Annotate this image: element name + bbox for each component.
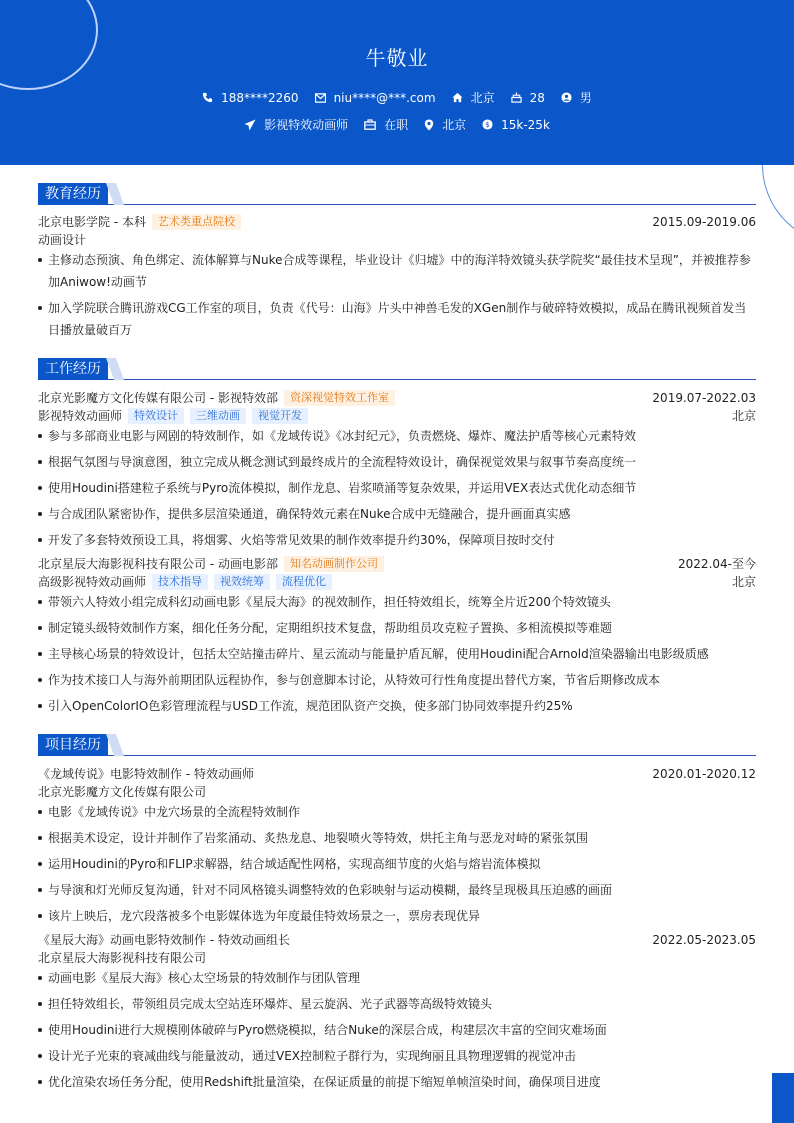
job-date: 2022.04-至今 (678, 557, 756, 571)
project-section-header (38, 734, 756, 756)
list-item: 带领六人特效小组完成科幻动画电影《星辰大海》的视效制作，担任特效组长，统筹全片近200个特效镜头 (38, 591, 756, 613)
project-date: 2022.05-2023.05 (652, 933, 756, 947)
user-icon (561, 92, 572, 103)
list-item: 电影《龙域传说》中龙穴场景的全流程特效制作 (38, 801, 756, 823)
job-role-line (38, 407, 756, 425)
list-item: 设计光子光束的衰减曲线与能量波动，通过VEX控制粒子群行为，实现绚丽且具物理逻辑的视觉冲击 (38, 1045, 756, 1067)
target-city-text: 北京 (442, 118, 467, 132)
list-item: 开发了多套特效预设工具，将烟雾、火焰等常见效果的制作效率提升约30%，保障项目按时交付 (38, 529, 756, 551)
job-location: 北京 (731, 575, 756, 589)
money-icon (482, 119, 493, 130)
list-item: 作为技术接口人与海外前期团队远程协作，参与创意脚本讨论，从特效可行性角度提出替代方案，节省后期修改成本 (38, 669, 756, 691)
skill-tag: 技术指导 (152, 574, 208, 590)
company-name: 北京光影魔方文化传媒有限公司 - 影视特效部 (38, 391, 278, 405)
list-item: 主修动态预演、角色绑定、流体解算与Nuke合成等课程，毕业设计《归墟》中的海洋特效镜头获学院奖“最佳技术呈现”，并被推荐参加Aniwow!动画节 (38, 249, 756, 293)
mail-icon (315, 93, 326, 103)
list-item: 使用Houdini进行大规模刚体破碎与Pyro燃烧模拟，结合Nuke的深层合成，构建层次丰富的空间灾难场面 (38, 1019, 756, 1041)
salary-item (482, 118, 550, 132)
education-school-line (38, 213, 756, 231)
email-item (315, 91, 436, 105)
list-item: 该片上映后，龙穴段落被多个电影媒体选为年度最佳特效场景之一，票房表现优异 (38, 905, 756, 927)
svg-text:$: $ (485, 119, 490, 129)
job-location: 北京 (731, 409, 756, 423)
target-city-item (424, 116, 466, 133)
briefcase-icon (364, 119, 376, 130)
age-item (511, 91, 545, 105)
section-title: 项目经历 (38, 734, 108, 756)
job-role: 影视特效动画师 (38, 409, 123, 423)
list-item: 加入学院联合腾讯游戏CG工作室的项目，负责《代号：山海》片头中神兽毛发的XGen制作与破碎特效模拟，成品在腾讯视频首发当日播放量破百万 (38, 297, 756, 341)
skill-tag: 流程优化 (276, 574, 332, 590)
company-name: 北京星辰大海影视科技有限公司 - 动画电影部 (38, 557, 278, 571)
section-title: 工作经历 (38, 358, 108, 380)
status-item (364, 116, 408, 133)
list-item: 根据气氛图与导演意图，独立完成从概念测试到最终成片的全流程特效设计，确保视觉效果与叙事节奏高度统一 (38, 451, 756, 473)
section-title-decoration (106, 358, 124, 380)
section-title-decoration (106, 183, 124, 205)
job-role-line (38, 573, 756, 591)
cake-icon (511, 92, 522, 103)
city-item (452, 89, 495, 106)
list-item: 与导演和灯光师反复沟通，针对不同风格镜头调整特效的色彩映射与运动模糊，最终呈现极具压迫感的画面 (38, 879, 756, 901)
candidate-name: 牛敬业 (365, 46, 429, 70)
skill-tag: 特效设计 (128, 408, 184, 424)
home-icon (452, 92, 463, 103)
project-org: 北京光影魔方文化传媒有限公司 (38, 785, 207, 799)
company-badge: 知名动画制作公司 (284, 556, 384, 572)
company-badge: 资深视觉特效工作室 (284, 390, 395, 406)
job-date: 2019.07-2022.03 (652, 391, 756, 405)
job-intent-row (0, 116, 794, 133)
gender-text: 男 (579, 91, 592, 105)
list-item: 运用Houdini的Pyro和FLIP求解器，结合域适配性网格，实现高细节度的火焰与熔岩流体模拟 (38, 853, 756, 875)
gender-item (561, 89, 592, 106)
list-item: 根据美术设定，设计并制作了岩浆涌动、炙热龙息、地裂喷火等特效，烘托主角与恶龙对峙的紧张氛围 (38, 827, 756, 849)
contact-row (0, 89, 794, 106)
project-name: 《龙域传说》电影特效制作 - 特效动画师 (38, 767, 254, 781)
location-icon (424, 119, 434, 131)
decorative-arc (762, 165, 794, 245)
education-major: 动画设计 (38, 233, 87, 247)
list-item: 制定镜头级特效制作方案，细化任务分配，定期组织技术复盘，帮助组员攻克粒子置换、多相流模拟等难题 (38, 617, 756, 639)
school-name: 北京电影学院 - 本科 (38, 215, 146, 229)
list-item: 使用Houdini搭建粒子系统与Pyro流体模拟，制作龙息、岩浆喷涌等复杂效果，并运用VEX表达式优化动态细节 (38, 477, 756, 499)
job-title-item (244, 116, 348, 133)
list-item: 参与多部商业电影与网剧的特效制作，如《龙域传说》《冰封纪元》，负责燃烧、爆炸、魔法护盾等核心元素特效 (38, 425, 756, 447)
skill-tag: 视效统筹 (214, 574, 270, 590)
education-date: 2015.09-2019.06 (652, 215, 756, 229)
project-date: 2020.01-2020.12 (652, 767, 756, 781)
salary-text: 15k-25k (501, 117, 550, 132)
job-role: 高级影视特效动画师 (38, 575, 147, 589)
list-item: 与合成团队紧密协作，提供多层渲染通道，确保特效元素在Nuke合成中无缝融合，提升画面真实感 (38, 503, 756, 525)
work-section-header (38, 358, 756, 380)
list-item: 担任特效组长，带领组员完成太空站连环爆炸、星云旋涡、光子武器等高级特效镜头 (38, 993, 756, 1015)
list-item: 引入OpenColorIO色彩管理流程与USD工作流，规范团队资产交换，使多部门协同效率提升约25% (38, 695, 756, 717)
phone-item (202, 91, 298, 105)
project-name: 《星辰大海》动画电影特效制作 - 特效动画组长 (38, 933, 290, 947)
status-text: 在职 (384, 118, 409, 132)
section-title-decoration (106, 734, 124, 756)
school-badge: 艺术类重点院校 (152, 214, 241, 230)
age-text: 28 (529, 90, 545, 105)
section-title: 教育经历 (38, 183, 108, 205)
phone-icon (202, 92, 213, 103)
job-company-line (38, 555, 756, 573)
job-title-text: 影视特效动画师 (264, 118, 349, 132)
skill-tag: 视觉开发 (252, 408, 308, 424)
list-item: 动画电影《星辰大海》核心太空场景的特效制作与团队管理 (38, 967, 756, 989)
send-icon (244, 119, 256, 131)
phone-text: 188****2260 (221, 90, 299, 105)
resume-header (0, 0, 794, 165)
city-text: 北京 (470, 91, 495, 105)
project-org: 北京星辰大海影视科技有限公司 (38, 951, 207, 965)
education-section-header (38, 183, 756, 205)
list-item: 优化渲染农场任务分配，使用Redshift批量渲染，在保证质量的前提下缩短单帧渲染时间，确保项目进度 (38, 1071, 756, 1093)
email-text: niu****@***.com (333, 90, 436, 105)
job-company-line (38, 389, 756, 407)
list-item: 主导核心场景的特效设计，包括太空站撞击碎片、星云流动与能量护盾瓦解，使用Houdini配合Arnold渲染器输出电影级质感 (38, 643, 756, 665)
skill-tag: 三维动画 (190, 408, 246, 424)
decorative-corner-block (772, 1073, 794, 1123)
